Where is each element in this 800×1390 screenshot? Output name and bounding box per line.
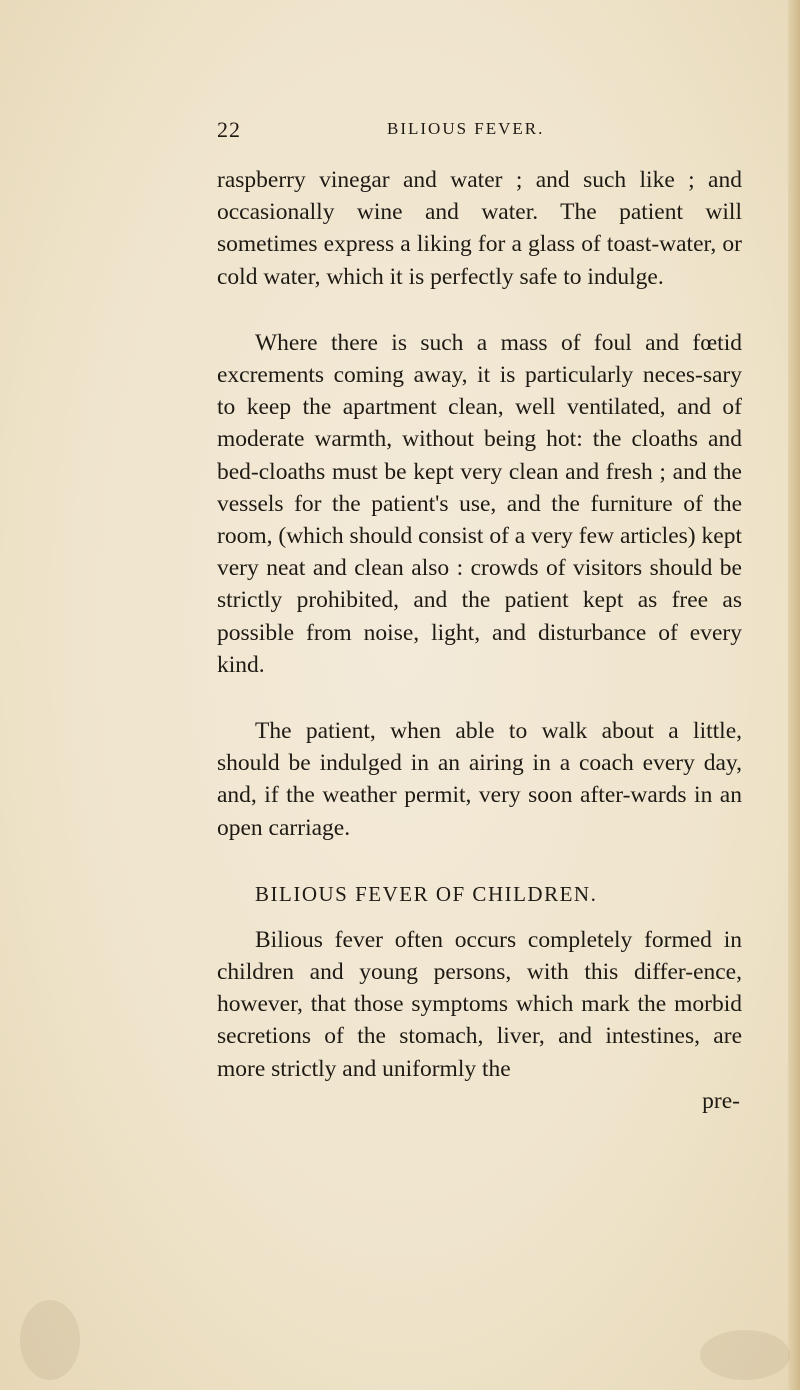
body-text — [217, 164, 742, 1117]
running-title: BILIOUS FEVER. — [387, 119, 545, 138]
paragraph-children: Bilious fever often occurs completely formed in children and young persons, with this differ-ence, however, that those symptoms which mark the morbid secretions of the stomach, liver, and intestines, are more strictly and uniformly the — [217, 926, 742, 1082]
paragraph-ventilation: Where there is such a mass of foul and fœtid excrements coming away, it is particularly neces-sary to keep the apartment clean, well ventilated, and of moderate warmth, without being hot: the cloaths and bed-cloaths must be kept very clean and fresh ; and the vessels for the patient's use, and the furniture of the room, (which should consist of a very few articles) kept very neat and clean also : crowds of visitors should be strictly prohibited, and the patient kept as free as possible from noise, light, and disturbance of every kind. — [217, 329, 742, 678]
paper-stain — [700, 1330, 790, 1380]
paragraph-gap — [217, 681, 742, 715]
paragraph-gap — [217, 293, 742, 327]
page-edge-shadow — [788, 0, 800, 1390]
running-head — [217, 117, 742, 147]
catchword: pre- — [702, 1087, 740, 1114]
page-number: 22 — [217, 117, 241, 142]
paragraph-continuation: raspberry vinegar and water ; and such like ; and occasionally wine and water. The patient will sometimes express a liking for a glass of toast-water, or cold water, which it is perfectly safe to indulge. — [217, 167, 742, 290]
paper-stain — [20, 1300, 80, 1380]
paragraph-gap — [217, 844, 742, 878]
paragraph-airing: The patient, when able to walk about a little, should be indulged in an airing in a coach every day, and, if the weather permit, very soon after-wards in an open carriage. — [217, 718, 742, 841]
section-heading: BILIOUS FEVER OF CHILDREN. — [255, 881, 598, 906]
heading-gap — [217, 910, 742, 924]
